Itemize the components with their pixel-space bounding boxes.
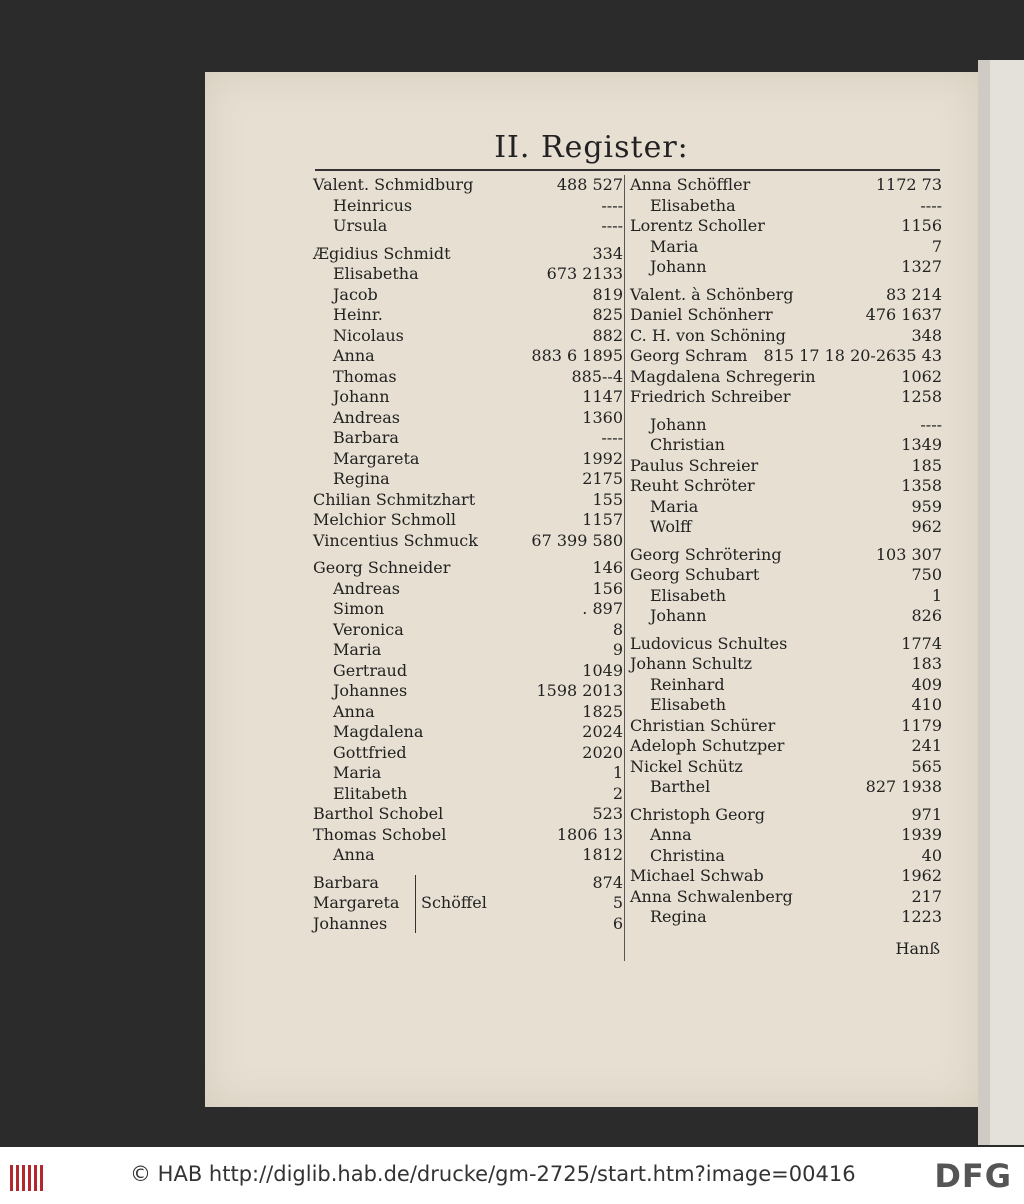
register-entry [313, 640, 623, 661]
register-entry [630, 736, 942, 757]
entry-name: Veronica [333, 619, 404, 639]
entry-name: Adeloph Schutzper [630, 736, 785, 755]
entry-page-number: . 897 [582, 599, 623, 618]
entry-name: Elisabetha [333, 264, 419, 283]
entry-page-number: 1939 [901, 825, 942, 844]
register-entry [313, 196, 623, 217]
entry-page-number: ---- [601, 195, 623, 215]
column-divider [624, 175, 625, 961]
register-entry [313, 784, 623, 805]
row-gap [630, 627, 942, 634]
entry-page-number: 827 1938 [865, 777, 942, 796]
entry-name: Elisabeth [650, 585, 727, 605]
entry-page-number: 1062 [901, 366, 942, 386]
entry-page-number: 40 [921, 845, 942, 865]
entry-name: Elisabetha [650, 195, 736, 215]
entry-name: C. H. von Schöning [630, 325, 786, 345]
entry-page-number: 2175 [582, 469, 623, 488]
adjacent-page-edge-inner [990, 60, 1024, 1145]
register-entry [630, 825, 942, 846]
entry-name: Regina [333, 469, 390, 488]
entry-page-number: 7 [931, 236, 942, 256]
entry-page-number: 410 [911, 695, 942, 714]
entry-name: Christian Schürer [630, 715, 776, 735]
register-entry [313, 531, 623, 552]
register-entry [630, 757, 942, 778]
entry-name: Simon [333, 599, 385, 618]
entry-name: Elisabeth [650, 695, 727, 714]
entry-name: Friedrich Schreiber [630, 387, 791, 406]
entry-page-number: 565 [911, 756, 942, 776]
entry-page-number: 217 [911, 886, 942, 906]
dfg-logo: DFG [934, 1157, 1012, 1195]
register-entry [630, 285, 942, 306]
entry-page-number: 2020 [582, 742, 623, 762]
entry-name: Paulus Schreier [630, 455, 759, 475]
entry-page-number: 67 399 580 [531, 530, 623, 550]
entry-page-number: 1774 [901, 633, 942, 653]
register-entry [313, 599, 623, 620]
register-entry [313, 661, 623, 682]
entry-page-number: 146 [592, 558, 623, 577]
entry-name: Georg Schneider [313, 558, 451, 577]
entry-name: Chilian Schmitzhart [313, 489, 476, 509]
register-entry [630, 545, 942, 566]
hab-barcode-logo-icon [10, 1165, 46, 1191]
entry-name: Nickel Schütz [630, 756, 743, 776]
entry-name: Maria [650, 496, 699, 516]
entry-name: Barthel [650, 777, 711, 796]
entry-page-number: 874 [592, 872, 623, 892]
register-entry [313, 175, 623, 196]
entry-name: Magdalena Schregerin [630, 366, 816, 386]
register-entry [630, 175, 942, 196]
register-entry [313, 216, 623, 237]
register-entry [313, 579, 623, 600]
entry-page-number: 476 1637 [865, 305, 942, 324]
entry-page-number: 1598 2013 [536, 681, 623, 700]
entry-page-number: 971 [911, 804, 942, 824]
entry-name: Andreas [333, 578, 400, 598]
entry-name: Ludovicus Schultes [630, 633, 788, 653]
entry-page-number: 185 [911, 455, 942, 475]
entry-page-number: 348 [911, 325, 942, 345]
entry-name: Anna [650, 825, 692, 844]
entry-name: Heinr. [333, 305, 383, 324]
entry-page-number: 1 [931, 585, 942, 605]
entry-page-number: 1812 [582, 845, 623, 864]
entry-name: Anna [333, 701, 375, 721]
entry-name: Regina [650, 907, 707, 926]
entry-page-number: 8 [612, 619, 623, 639]
entry-name: Thomas Schobel [313, 824, 447, 844]
entry-page-number: 83 214 [886, 284, 942, 304]
entry-page-number: 1147 [582, 387, 623, 406]
catchword: Hanß [895, 939, 940, 958]
entry-name: Johannes [313, 913, 388, 933]
register-entry [313, 346, 623, 367]
entry-name: Michael Schwab [630, 866, 764, 885]
entry-page-number: 673 2133 [546, 264, 623, 283]
entry-page-number: 5 [612, 893, 623, 912]
brace-surname: Schöffel [421, 893, 487, 912]
entry-name: Valent. à Schönberg [630, 284, 794, 304]
register-entry [630, 887, 942, 908]
register-entry [630, 846, 942, 867]
entry-name: Georg Schubart [630, 565, 760, 584]
register-entry [630, 675, 942, 696]
entry-name: Maria [333, 640, 382, 659]
entry-name: Christoph Georg [630, 804, 765, 824]
entry-name: Maria [333, 763, 382, 782]
entry-page-number: 2024 [582, 722, 623, 741]
register-entry [313, 620, 623, 641]
row-gap [313, 551, 623, 558]
entry-page-number: 409 [911, 674, 942, 694]
register-entry [313, 408, 623, 429]
entry-name: Vincentius Schmuck [313, 530, 478, 550]
entry-name: Maria [650, 236, 699, 256]
register-entry [313, 743, 623, 764]
entry-page-number: 1049 [582, 660, 623, 680]
entry-name: Barbara [313, 872, 379, 892]
entry-page-number: 815 17 18 20-2635 43 [763, 346, 942, 365]
entry-name: Gertraud [333, 660, 408, 680]
entry-page-number: 1157 [582, 510, 623, 529]
entry-page-number: 334 [592, 243, 623, 263]
entry-name: Valent. Schmidburg [313, 175, 474, 194]
register-entry [630, 634, 942, 655]
entry-name: Andreas [333, 407, 400, 427]
entry-name: Anna Schöffler [630, 175, 751, 194]
register-entry [630, 586, 942, 607]
entry-name: Ursula [333, 216, 388, 235]
register-entry [630, 805, 942, 826]
register-entry [313, 763, 623, 784]
register-entry [313, 326, 623, 347]
brace-line [415, 875, 416, 933]
register-entry [630, 606, 942, 627]
entry-name: Johann [650, 257, 707, 276]
entry-page-number: ---- [920, 195, 942, 215]
entry-page-number: 241 [911, 736, 942, 755]
entry-name: Melchior Schmoll [313, 510, 456, 529]
entry-page-number: 488 527 [556, 175, 623, 194]
entry-name: Johann Schultz [630, 654, 753, 673]
entry-page-number: ---- [601, 428, 623, 447]
entry-page-number: 883 6 1895 [531, 346, 623, 365]
entry-page-number: 1223 [901, 907, 942, 926]
entry-name: Christina [650, 845, 725, 865]
register-entry [313, 845, 623, 866]
entry-name: Nicolaus [333, 325, 404, 345]
register-entry [313, 264, 623, 285]
entry-page-number: 750 [911, 565, 942, 584]
register-entry [313, 305, 623, 326]
entry-name: Christian [650, 435, 725, 454]
entry-page-number: 1172 73 [875, 175, 942, 194]
register-entry [630, 196, 942, 217]
register-entry [630, 326, 942, 347]
entry-name: Reuht Schröter [630, 476, 755, 495]
entry-name: Lorentz Scholler [630, 216, 765, 235]
register-entry [313, 285, 623, 306]
register-entry [313, 722, 623, 743]
entry-name: Johannes [333, 681, 408, 700]
register-entry [313, 804, 623, 825]
entry-name: Johann [333, 387, 390, 406]
register-entry [630, 237, 942, 258]
register-entry [313, 449, 623, 470]
row-gap [313, 866, 623, 873]
entry-page-number: 156 [592, 578, 623, 598]
register-entry [630, 435, 942, 456]
entry-name: Barbara [333, 428, 399, 447]
entry-page-number: 819 [592, 284, 623, 304]
entry-page-number: 2 [612, 783, 623, 803]
entry-name: Johann [650, 414, 707, 434]
entry-name: Georg Schram [630, 346, 748, 365]
row-gap [630, 798, 942, 805]
title-rule [315, 169, 940, 171]
entry-name: Thomas [333, 366, 397, 386]
register-entry [630, 777, 942, 798]
register-entry [630, 866, 942, 887]
register-column-left [313, 175, 623, 934]
entry-page-number: 1825 [582, 701, 623, 721]
scanned-page [205, 72, 978, 1107]
entry-name: Daniel Schönherr [630, 305, 773, 324]
register-entry [313, 428, 623, 449]
entry-page-number: ---- [920, 414, 942, 434]
page-title: II. Register: [494, 130, 689, 165]
entry-name: Jacob [333, 284, 378, 304]
entry-page-number: 9 [612, 640, 623, 659]
entry-page-number: ---- [601, 216, 623, 235]
entry-page-number: 962 [911, 517, 942, 536]
entry-name: Wolff [650, 517, 692, 536]
entry-name: Anna Schwalenberg [630, 886, 793, 906]
entry-page-number: 155 [592, 489, 623, 509]
register-column-right [630, 175, 942, 928]
register-entry [630, 695, 942, 716]
register-entry [313, 558, 623, 579]
entry-name: Magdalena [333, 722, 424, 741]
entry-page-number: 882 [592, 325, 623, 345]
entry-name: Gottfried [333, 742, 407, 762]
entry-name: Elitabeth [333, 783, 408, 803]
register-entry [630, 456, 942, 477]
entry-page-number: 1 [612, 763, 623, 782]
entry-name: Margareta [313, 893, 400, 912]
row-gap [630, 278, 942, 285]
register-entry [630, 497, 942, 518]
entry-page-number: 1992 [582, 448, 623, 468]
row-gap [630, 538, 942, 545]
entry-page-number: 1962 [901, 866, 942, 885]
register-entry [630, 654, 942, 675]
row-gap [630, 408, 942, 415]
entry-page-number: 1327 [901, 257, 942, 276]
register-entry [630, 565, 942, 586]
register-entry [313, 387, 623, 408]
register-entry [630, 907, 942, 928]
entry-page-number: 1156 [901, 216, 942, 235]
entry-page-number: 523 [592, 804, 623, 823]
register-entry [313, 510, 623, 531]
footer-bar [0, 1147, 1024, 1204]
register-entry [630, 257, 942, 278]
brace-group-schoeffel [313, 873, 623, 935]
entry-page-number: 1349 [901, 435, 942, 454]
entry-page-number: 1806 13 [556, 824, 623, 844]
register-entry [313, 367, 623, 388]
register-entry [630, 476, 942, 497]
entry-page-number: 825 [592, 305, 623, 324]
register-entry [630, 415, 942, 436]
entry-page-number: 826 [911, 606, 942, 625]
register-entry [630, 517, 942, 538]
entry-name: Johann [650, 606, 707, 625]
entry-name: Ægidius Schmidt [313, 243, 451, 263]
register-entry [630, 716, 942, 737]
register-entry [313, 244, 623, 265]
row-gap [313, 237, 623, 244]
register-entry [313, 702, 623, 723]
register-entry [630, 305, 942, 326]
entry-page-number: 1179 [901, 715, 942, 735]
register-entry [313, 469, 623, 490]
register-entry [630, 367, 942, 388]
entry-name: Heinricus [333, 195, 413, 215]
entry-name: Anna [333, 845, 375, 864]
entry-name: Georg Schrötering [630, 544, 782, 564]
entry-page-number: 959 [911, 496, 942, 516]
entry-page-number: 1360 [582, 407, 623, 427]
entry-name: Reinhard [650, 674, 725, 694]
footer-source-link[interactable]: © HAB http://diglib.hab.de/drucke/gm-2725/start.htm?image=00416 [130, 1162, 856, 1186]
entry-name: Margareta [333, 448, 420, 468]
entry-name: Barthol Schobel [313, 804, 444, 823]
register-entry [630, 387, 942, 408]
register-entry [313, 490, 623, 511]
entry-page-number: 103 307 [875, 544, 942, 564]
entry-page-number: 6 [612, 913, 623, 933]
register-entry [630, 216, 942, 237]
register-entry [630, 346, 942, 367]
entry-page-number: 1358 [901, 476, 942, 495]
register-entry [313, 681, 623, 702]
register-entry [313, 825, 623, 846]
entry-name: Anna [333, 346, 375, 365]
entry-page-number: 1258 [901, 387, 942, 406]
entry-page-number: 885--4 [571, 366, 623, 386]
entry-page-number: 183 [911, 654, 942, 673]
